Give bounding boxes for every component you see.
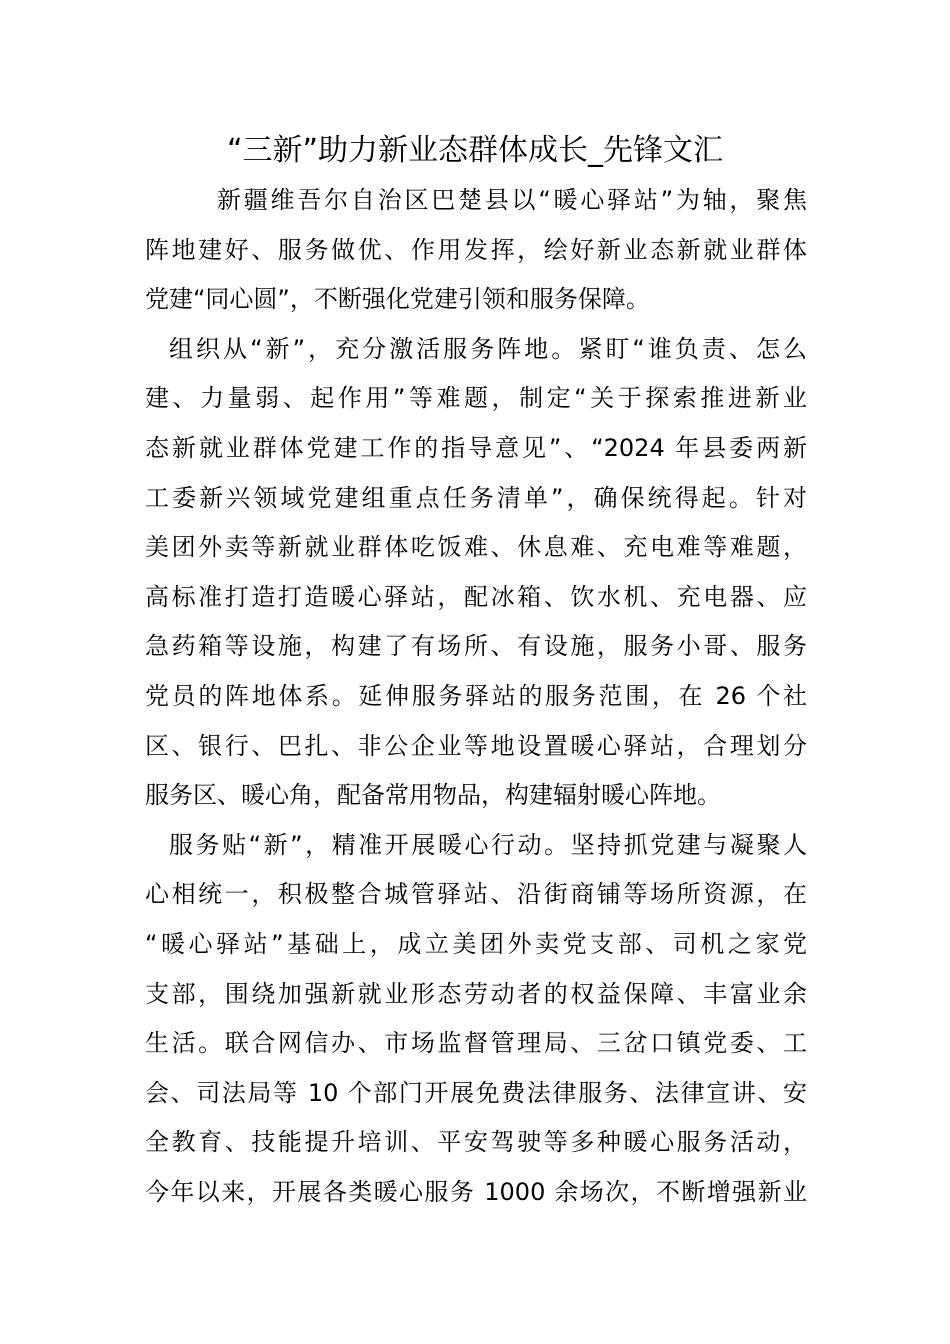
text-line: 生活。联合网信办、市场监督管理局、三岔口镇党委、工 — [145, 1029, 807, 1058]
text-line: 今年以来，开展各类暖心服务 1000 余场次，不断增强新业 — [145, 1177, 807, 1206]
text-line: 高标准打造打造暖心驿站，配冰箱、饮水机、充电器、应 — [145, 582, 807, 611]
text-line: “暖心驿站”基础上，成立美团外卖党支部、司机之家党 — [145, 929, 807, 958]
document-title: “三新”助力新业态群体成长_先锋文汇 — [226, 133, 724, 168]
text-line: 心相统一，积极整合城管驿站、沿街商铺等场所资源，在 — [145, 880, 807, 909]
text-line: 区、银行、巴扎、非公企业等地设置暖心驿站，合理划分 — [145, 731, 807, 760]
text-line: 建、力量弱、起作用”等难题，制定“关于探索推进新业 — [145, 384, 807, 413]
text-line: 会、司法局等 10 个部门开展免费法律服务、法律宣讲、安 — [145, 1078, 807, 1107]
text-line: 全教育、技能提升培训、平安驾驶等多种暖心服务活动， — [145, 1128, 807, 1157]
document-body — [145, 176, 807, 1217]
text-line: 阵地建好、服务做优、作用发挥，绘好新业态新就业群体 — [145, 235, 807, 264]
text-line: 服务区、暖心角，配备常用物品，构建辐射暖心阵地。 — [145, 781, 721, 810]
text-line: 工委新兴领域党建组重点任务清单”，确保统得起。针对 — [145, 483, 807, 512]
paragraph-intro — [145, 176, 807, 325]
paragraph-organization — [145, 325, 807, 821]
text-line: 组织从“新”，充分激活服务阵地。紧盯“谁负责、怎么 — [169, 334, 807, 363]
text-line: 美团外卖等新就业群体吃饭难、休息难、充电难等难题， — [145, 533, 807, 562]
text-line: 党员的阵地体系。延伸服务驿站的服务范围，在 26 个社 — [145, 681, 807, 710]
text-line: 支部，围绕加强新就业形态劳动者的权益保障、丰富业余 — [145, 979, 807, 1008]
text-line: 新疆维吾尔自治区巴楚县以“暖心驿站”为轴，聚焦 — [217, 186, 807, 214]
text-line: 党建“同心圆”，不断强化党建引领和服务保障。 — [145, 285, 650, 314]
text-line: 急药箱等设施，构建了有场所、有设施，服务小哥、服务 — [145, 632, 807, 661]
text-line: 态新就业群体党建工作的指导意见”、“2024 年县委两新 — [145, 433, 807, 462]
text-line: 服务贴“新”，精准开展暖心行动。坚持抓党建与凝聚人 — [169, 830, 807, 859]
paragraph-service — [145, 821, 807, 1218]
